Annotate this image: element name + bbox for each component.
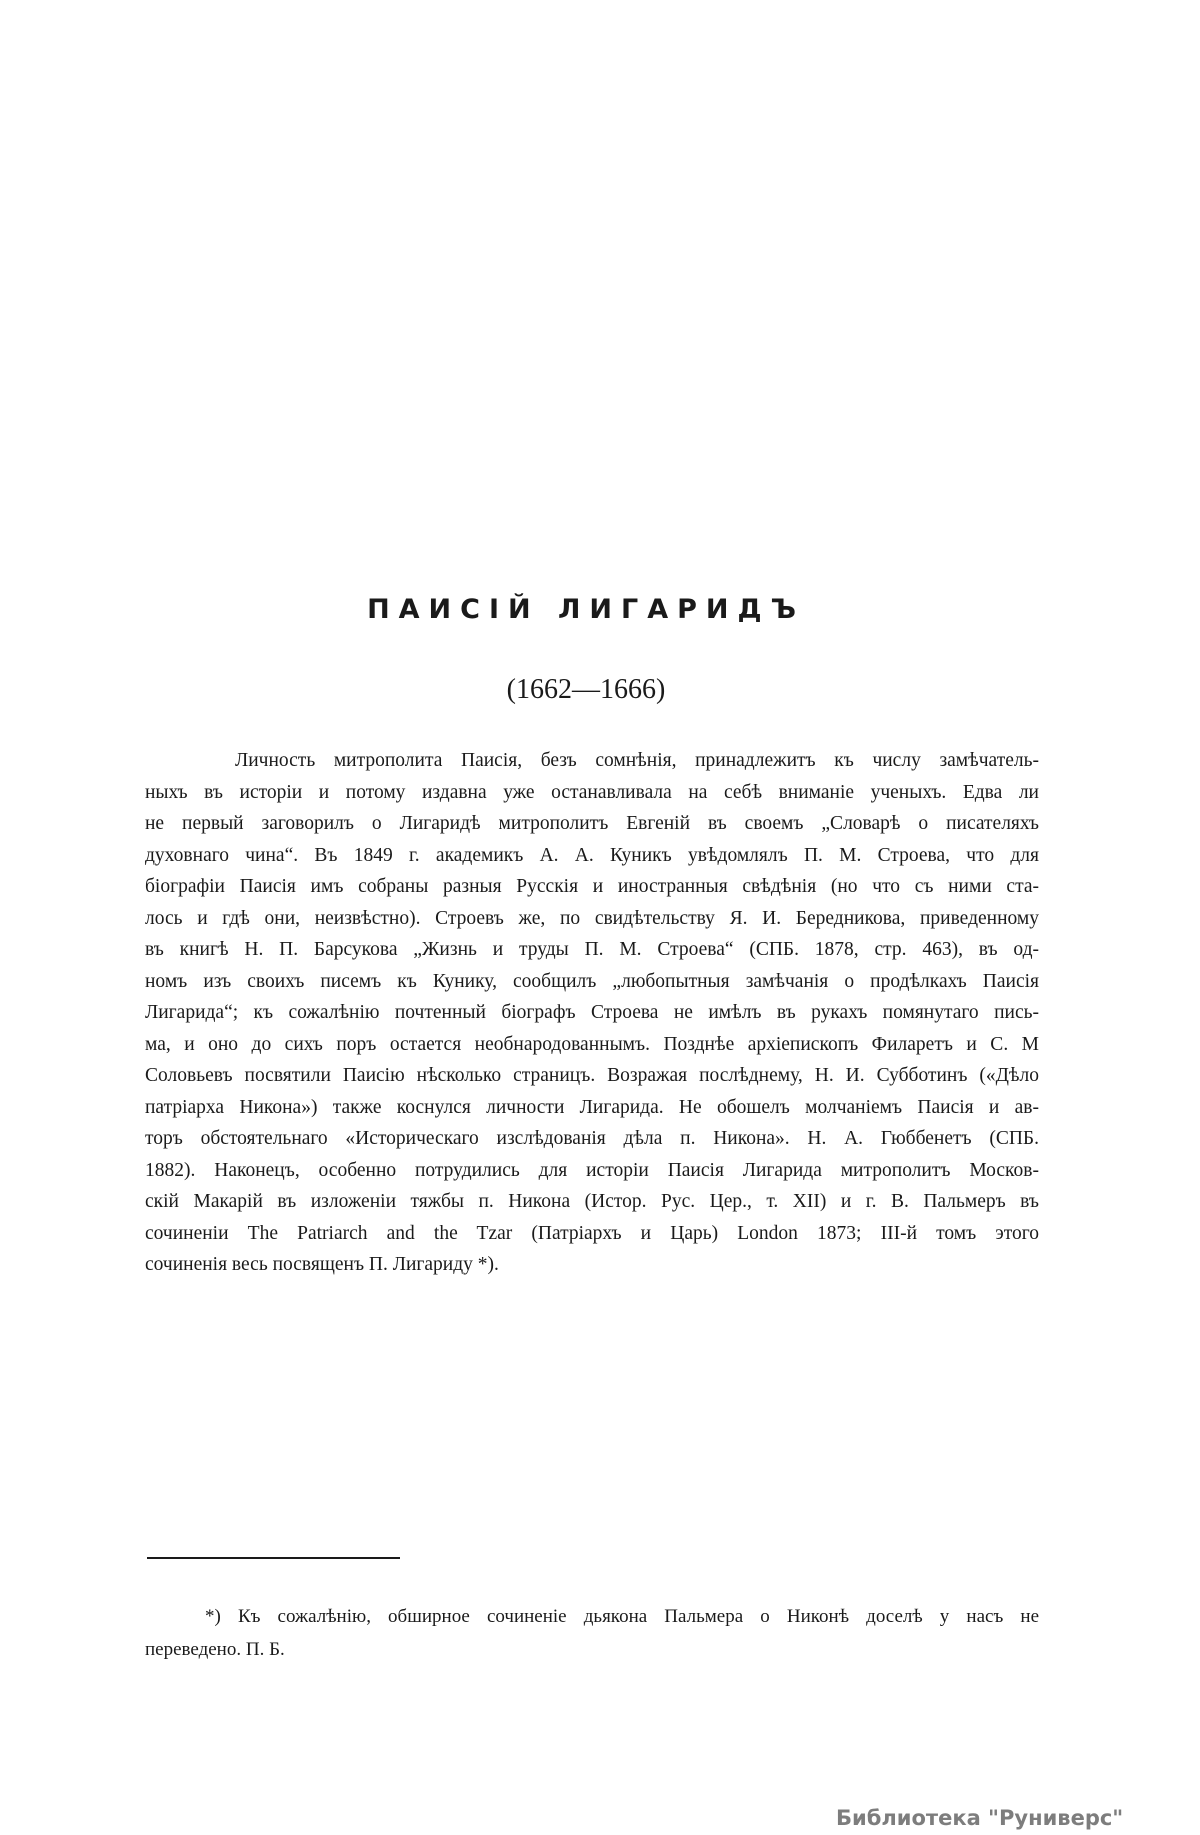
body-line: 1882). Наконецъ, особенно потрудились для исторіи Паисія Лигарида митрополитъ Москов-: [145, 1159, 1039, 1181]
footnote: [145, 1600, 1039, 1666]
body-line: лось и гдѣ они, неизвѣстно). Строевъ же, по свидѣтельству Я. И. Бередникова, приведенному: [145, 907, 1039, 929]
page-title: ПАИСІЙ ЛИГАРИДЪ: [367, 594, 805, 625]
body-line: въ книгѣ Н. П. Барсукова „Жизнь и труды П. М. Строева“ (СПБ. 1878, стр. 463), въ од-: [145, 939, 1039, 960]
body-line: духовнаго чина“. Въ 1849 г. академикъ А. А. Куникъ увѣдомлялъ П. М. Строева, что для: [145, 844, 1039, 866]
body-paragraph: [145, 745, 1039, 1281]
body-line: скій Макарій въ изложеніи тяжбы п. Никона (Истор. Рус. Цер., т. XII) и г. В. Пальмеръ въ: [145, 1191, 1039, 1212]
footnote-separator: [147, 1557, 400, 1559]
date-range: (1662—1666): [506, 674, 666, 705]
body-line: торъ обстоятельнаго «Историческаго изслѣдованія дѣла п. Никона». Н. А. Гюббенетъ (СПБ.: [145, 1128, 1039, 1149]
library-watermark: Библиотека "Руниверс": [836, 1806, 1124, 1830]
body-line: Личность митрополита Паисія, безъ сомнѣнія, принадлежитъ къ числу замѣчатель-: [235, 750, 1039, 771]
body-line: ныхъ въ исторіи и потому издавна уже останавливала на себѣ вниманіе ученыхъ. Едва ли: [145, 781, 1039, 803]
body-line: Лигарида“; къ сожалѣнію почтенный біографъ Строева не имѣлъ въ рукахъ помянутаго пись-: [145, 1002, 1039, 1023]
body-line: сочиненіи The Patriarch and the Tzar (Патріархъ и Царь) London 1873; III-й томъ этого: [145, 1222, 1039, 1244]
footnote-line: *) Къ сожалѣнію, обширное сочиненіе дьякона Пальмера о Никонѣ доселѣ у насъ не: [205, 1606, 1039, 1627]
body-line: номъ изъ своихъ писемъ къ Кунику, сообщилъ „любопытныя замѣчанія о продѣлкахъ Паисія: [145, 970, 1039, 992]
body-line: Соловьевъ посвятили Паисію нѣсколько страницъ. Возражая послѣднему, Н. И. Субботинъ («Дѣло: [145, 1065, 1039, 1086]
body-line: не первый заговорилъ о Лигаридѣ митрополитъ Евгеній въ своемъ „Словарѣ о писателяхъ: [145, 813, 1039, 834]
body-line: біографіи Паисія имъ собраны разныя Русскія и иностранныя свѣдѣнія (но что съ ними ста-: [145, 876, 1039, 897]
body-line: ма, и оно до сихъ поръ остается необнародованнымъ. Позднѣе архіепископъ Филаретъ и С. М: [145, 1033, 1039, 1055]
body-line: патріарха Никона») также коснулся личности Лигарида. Не обошелъ молчаніемъ Паисія и ав-: [145, 1096, 1039, 1118]
footnote-line: переведено. П. Б.: [145, 1639, 285, 1660]
body-line: сочиненія весь посвященъ П. Лигариду *).: [145, 1254, 499, 1275]
